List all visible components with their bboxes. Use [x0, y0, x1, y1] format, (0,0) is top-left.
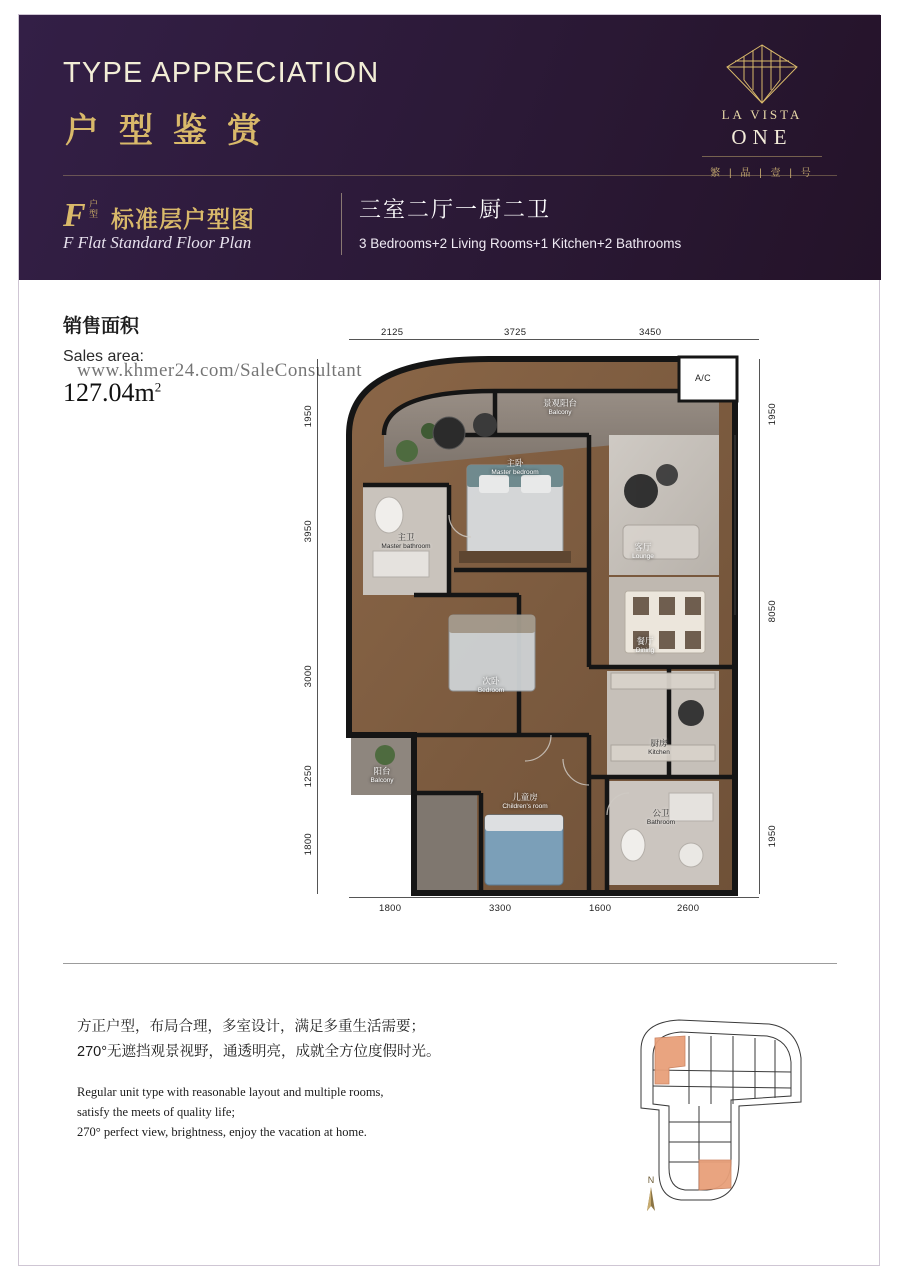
dim-bottom-3: 2600: [677, 903, 700, 914]
watermark-text: www.khmer24.com/SaleConsultant: [77, 360, 363, 381]
room-label-dining: 餐厅 Dining: [635, 636, 655, 654]
room-label-master-bathroom: 主卫 Master bathroom: [381, 532, 431, 550]
unit-letter: F: [63, 197, 86, 234]
room-label-master-bedroom: 主卧 Master bedroom: [491, 458, 539, 476]
sales-area-number: 127.04m: [63, 378, 155, 407]
plan-title-en: F Flat Standard Floor Plan: [63, 233, 252, 252]
page-title-en: TYPE APPRECIATION: [63, 57, 380, 89]
floor-plan: [289, 315, 778, 915]
description-en-line3: 270° perfect view, brightness, enjoy the vacation at home.: [77, 1124, 367, 1139]
plan-title-cn: 标准层户型图: [111, 206, 255, 232]
ac-label: A/C: [695, 373, 711, 383]
composition-cn: 三室二厅一厨二卫: [359, 197, 552, 222]
dim-top-1: 3725: [504, 327, 527, 338]
subtitle-divider: [341, 193, 342, 255]
brand-name-cn: 繁 | 晶 | 壹 | 号: [710, 168, 814, 179]
dim-top-2: 3450: [639, 327, 662, 338]
logo-divider: [702, 156, 822, 157]
plan-subtitle-row: [63, 193, 763, 263]
description-cn-line2: 270°无遮挡观景视野，通透明亮，成就全方位度假时光。: [77, 1044, 441, 1061]
dim-left-3: 1250: [303, 765, 314, 788]
dim-right-0: 1950: [767, 403, 778, 426]
brand-logo: [687, 43, 837, 179]
header-banner: [19, 15, 881, 280]
dim-right-1: 8050: [767, 600, 778, 623]
unit-letter-annotation: 户 型: [89, 199, 99, 219]
room-label-kitchen: 厨房 Kitchen: [648, 738, 670, 756]
room-label-lounge: 客厅 Lounge: [632, 542, 654, 560]
room-label-bedroom: 次卧 Bedroom: [477, 676, 505, 694]
bottom-divider: [63, 963, 837, 964]
room-label-balcony-small: 阳台 Balcony: [370, 766, 394, 784]
diamond-icon: [687, 43, 837, 103]
description-cn: [77, 1015, 517, 1066]
dim-bottom-1: 3300: [489, 903, 512, 914]
description-en-line2: satisfy the meets of quality life;: [77, 1104, 235, 1119]
dim-left-4: 1800: [303, 833, 314, 856]
description-en-line1: Regular unit type with reasonable layout and multiple rooms,: [77, 1084, 384, 1099]
dim-left-0: 1950: [303, 405, 314, 428]
dim-left-1: 3950: [303, 520, 314, 543]
sales-area-unit-sup: 2: [154, 379, 162, 395]
dim-right-2: 1950: [767, 825, 778, 848]
dim-top-0: 2125: [381, 327, 404, 338]
sales-area-label-cn: 销售面积: [63, 316, 140, 337]
room-label-children-room: 儿童房 Children's room: [502, 792, 548, 810]
compass-north-label: N: [647, 1175, 655, 1185]
description-en: [77, 1082, 517, 1142]
compass-icon: [631, 1175, 671, 1224]
sales-area-value: [63, 378, 303, 408]
dim-left-2: 3000: [303, 665, 314, 688]
description-cn-line1: 方正户型，布局合理，多室设计，满足多重生活需要；: [77, 1019, 425, 1035]
dim-bottom-2: 1600: [589, 903, 612, 914]
brand-name-main: ONE: [731, 125, 793, 149]
plan-subtitle-right: [359, 193, 681, 251]
room-label-bathroom: 公卫 Bathroom: [646, 808, 676, 826]
room-label-balcony-main: 景观阳台 Balcony: [542, 398, 577, 416]
sales-area-label-en: Sales area:: [63, 348, 144, 365]
dim-bottom-0: 1800: [379, 903, 402, 914]
composition-en: 3 Bedrooms+2 Living Rooms+1 Kitchen+2 Bathrooms: [359, 236, 682, 251]
poster-page: [18, 14, 880, 1266]
brand-name-top: LA VISTA: [721, 107, 803, 122]
page-title-cn: 户型鉴赏: [65, 112, 281, 150]
description-block: [77, 1015, 517, 1142]
